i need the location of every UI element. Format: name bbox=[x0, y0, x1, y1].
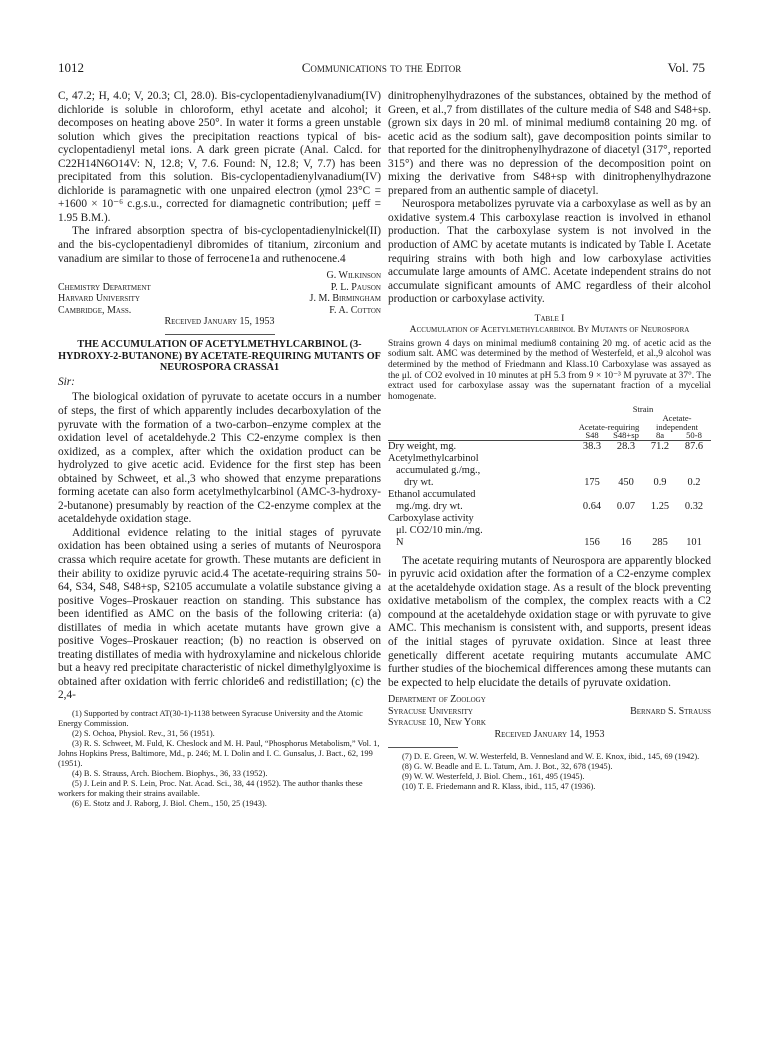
paragraph: Neurospora metabolizes pyruvate via a carboxylase as well as by an oxidative system.4 This carboxylase reaction is involved in ethanol production. That the carboxylase system is not involved in the production of AMC by acetate mutants is indicated by Table I. Acetate requiring strains with both high and low carboxylase activities accumulate large amounts of AMC. Acetate independent strains do not accumulate significant amounts of AMC regardless of their alcohol production or carboxylase activity. bbox=[388, 198, 711, 306]
footnotes bbox=[58, 709, 381, 809]
row-label: μl. CO2/10 min./mg. bbox=[396, 524, 483, 536]
table-header: Acetate-independent bbox=[656, 412, 698, 432]
table-cell: 71.2 bbox=[650, 440, 670, 452]
table-cell: 16 bbox=[620, 536, 632, 548]
table-cell: 0.2 bbox=[687, 476, 701, 488]
footnote-divider bbox=[388, 747, 458, 748]
signature-line: Cambridge, Mass. F. A. Cotton bbox=[58, 304, 381, 316]
footnote: (10) T. E. Friedemann and R. Klass, ibid., 115, 47 (1936). bbox=[402, 781, 596, 791]
table-cell: 156 bbox=[584, 536, 600, 548]
salutation: Sir: bbox=[58, 375, 75, 388]
footnote: (7) D. E. Green, W. W. Westerfeld, B. Vennesland and W. E. Knox, ibid., 145, 69 (1942). bbox=[402, 751, 700, 761]
section-divider bbox=[165, 334, 275, 335]
table-cell: 0.32 bbox=[684, 500, 704, 512]
table-cell: 0.07 bbox=[616, 500, 636, 512]
table-header: Acetate-requiring bbox=[578, 421, 640, 432]
table-cell bbox=[643, 489, 677, 501]
row-label: Carboxylase activity bbox=[388, 512, 474, 524]
volume-label: Vol. 75 bbox=[667, 60, 705, 75]
table-cell: 101 bbox=[686, 536, 702, 548]
footnote: (3) R. S. Schweet, M. Fuld, K. Cheslock and M. H. Paul, “Phosphorus Metabolism,” Vol. 1, Johns Hopkins Press, Baltimore, Md., p. 246; M. I. Dolin and I. C. Gunsalus, J. Bact., 62, 199 (1951). bbox=[58, 739, 380, 769]
table-cell bbox=[677, 489, 711, 501]
table-cell bbox=[575, 513, 609, 525]
signature-line: Syracuse University Bernard S. Strauss bbox=[388, 705, 711, 717]
table-header-row bbox=[388, 431, 711, 440]
table-cell: 1.25 bbox=[650, 500, 670, 512]
table-title: Accumulation of Acetylmethylcarbinol By Mutants of Neurospora bbox=[409, 324, 690, 336]
paragraph: Additional evidence relating to the initial stages of pyruvate oxidation has been obtained using a series of mutants of Neurospora crassa which require acetate for growth. These mutants are deficient in their ability to oxidize pyruvic acid.4 The acetate-requiring strains 50-64, S34, S48, S48+sp, S2105 accumulate a volatile substance giving a positive Voges–Proskauer reaction on standing. This substance has been identified as AMC on the basis of the following criteria: (a) distillates of media in which acetate mutants have grown give a positive Voges–Proskauer reaction; (b) no reaction is observed on treating distillates of media with hydroxylamine and nickelous chloride but a heavy red precipitate characteristic of nickel dimethylglyoxime is obtained after oxidation with ferric chloride6 and redistillation; (c) the 2,4- bbox=[58, 526, 381, 702]
row-label: mg./mg. dry wt. bbox=[396, 500, 463, 512]
signature-block bbox=[58, 270, 381, 328]
table-caption: Strains grown 4 days on minimal medium8 containing 20 mg. of acetic acid as the sodium salt. AMC was determined by the method of Westerfeld, et al.,9 alcohol was determined by the method of Friedmann and Klass.10 Carboxylase was assayed as the μl. of CO2 evolved in 10 minutes at pH 5.3 from 9 × 10⁻³ M pyruvate at 37°. The extract used for carboxylase assay was the supernatant fraction of a mycelial homogenate. bbox=[388, 338, 711, 402]
table-cell bbox=[643, 513, 677, 525]
page-number: 1012 bbox=[58, 60, 84, 75]
table-header: Strain bbox=[632, 404, 654, 415]
footnote: (8) G. W. Beadle and E. L. Tatum, Am. J. Bot., 32, 678 (1945). bbox=[402, 761, 613, 771]
table-cell bbox=[677, 525, 711, 537]
table-cell bbox=[643, 525, 677, 537]
received-date: Received January 15, 1953 bbox=[164, 316, 275, 328]
table-cell bbox=[609, 513, 643, 525]
article-title: THE ACCUMULATION OF ACETYLMETHYLCARBINOL (3-HYDROXY-2-BUTANONE) BY ACETATE-REQUIRING MUTANTS OF NEUROSPORA CRASSA1 bbox=[58, 339, 381, 374]
table-header: 8a bbox=[655, 430, 665, 441]
table-cell bbox=[609, 525, 643, 537]
table-cell bbox=[643, 465, 677, 477]
table-cell: 0.9 bbox=[653, 476, 667, 488]
row-label: accumulated g./mg., bbox=[396, 464, 481, 476]
paragraph: The acetate requiring mutants of Neurospora are apparently blocked in pyruvic acid oxidation after the formation of a C2-enzyme complex at the acetaldehyde oxidation stage. As a result of the block preventing oxidative metabolism of the complex, the complex reacts with a C2 compound at the acetaldehyde oxidation stage or with pyruvate to give AMC. This mechanism is consistent with, and supports, present ideas of the initial stages of pyruvate oxidation. Since at least three genetically different acetate requiring mutants accumulate AMC further studies of the biochemical differences among these mutants can be expected to help elucidate the details of pyruvate oxidation. bbox=[388, 554, 711, 689]
table-row bbox=[388, 525, 711, 537]
table-cell bbox=[609, 465, 643, 477]
table-header: S48 bbox=[585, 430, 599, 441]
table-cell bbox=[677, 465, 711, 477]
table-cell bbox=[643, 453, 677, 465]
table-row bbox=[388, 477, 711, 489]
table-cell bbox=[677, 513, 711, 525]
table-cell bbox=[575, 453, 609, 465]
table-cell: 175 bbox=[584, 476, 600, 488]
received-date: Received January 14, 1953 bbox=[494, 728, 605, 740]
footnote: (9) W. W. Westerfeld, J. Biol. Chem., 161, 495 (1945). bbox=[402, 771, 585, 781]
footnote: (5) J. Lein and P. S. Lein, Proc. Nat. Acad. Sci., 38, 44 (1952). The author thanks these workers for making their strains available. bbox=[58, 779, 363, 799]
row-label: Ethanol accumulated bbox=[388, 488, 476, 500]
table-row bbox=[388, 453, 711, 465]
row-label: dry wt. bbox=[404, 476, 434, 488]
table-row bbox=[388, 537, 711, 549]
signature-block bbox=[388, 694, 711, 741]
row-label: Acetylmethylcarbinol bbox=[388, 452, 479, 464]
table-header: 50-8 bbox=[686, 430, 702, 441]
table-label: Table I bbox=[534, 312, 565, 324]
table-cell bbox=[575, 525, 609, 537]
footnote: (1) Supported by contract AT(30-1)-1138 between Syracuse University and the Atomic Energy Commission. bbox=[58, 709, 363, 729]
table-cell bbox=[609, 453, 643, 465]
paragraph: C, 47.2; H, 4.0; V, 20.3; Cl, 28.0). Bis-cyclopentadienylvanadium(IV) dichloride is soluble in chloroform, ethyl acetate and alcohol; it decomposes on heating above 250°. In water it forms a green unstable solution which gives the precipitation reactions typical of bis-cyclopentadienyl metal ions. A dark green picrate (Anal. Calcd. for C22H14N6O14V: N, 12.8; V, 7.6. Found: N, 12.8; V, 7.7) has been precipitated from this solution. Bis-cyclopentadienylvanadium(IV) dichloride is paramagnetic with one unpaired electron (χmol 23°C = +1600 × 10⁻⁶ c.g.s.u., corrected for diamagnetic contribution; μeff = 1.95 B.M.). bbox=[58, 90, 381, 224]
table-row bbox=[388, 501, 711, 513]
running-title: Communications to the Editor bbox=[301, 60, 462, 75]
table-row bbox=[388, 465, 711, 477]
table-cell: 285 bbox=[652, 536, 668, 548]
signature-line: Chemistry Department P. L. Pauson bbox=[58, 281, 381, 293]
footnotes bbox=[388, 752, 711, 792]
paragraph: dinitrophenylhydrazones of the substances, obtained by the method of Green, et al.,7 from distillates of the culture media of S48 and S48+sp. (grown six days in 20 ml. of minimal medium8 containing 20 mg. of acetic acid as the sodium salt), gave decomposition points similar to that reported for the dinitrophenylhydrazone of diacetyl (317°, reported 315°) and there was no depression of the decomposition point on mixing the derivative from S48+sp with dinitrophenylhydrazone prepared from an authentic sample of diacetyl. bbox=[388, 90, 711, 197]
table-cell bbox=[609, 489, 643, 501]
table-cell bbox=[575, 465, 609, 477]
paragraph: The infrared absorption spectra of bis-cyclopentadienylnickel(II) and the bis-cyclopentadienyl dibromides of titanium, zirconium and vanadium are similar to those of ferrocene1a and ruthenocene.4 bbox=[58, 225, 381, 265]
signature-line: G. Wilkinson bbox=[326, 270, 381, 282]
table-cell: 28.3 bbox=[616, 440, 636, 452]
footnote: (6) E. Stotz and J. Raborg, J. Biol. Chem., 150, 25 (1943). bbox=[72, 799, 267, 809]
row-label: N bbox=[396, 536, 404, 548]
row-label: Dry weight, mg. bbox=[388, 440, 457, 452]
table-header-row bbox=[388, 414, 711, 431]
left-column bbox=[58, 90, 381, 809]
table-cell: 38.3 bbox=[582, 440, 602, 452]
paragraph: The biological oxidation of pyruvate to acetate occurs in a number of steps, the first of which apparently includes decarboxylation of the pyruvate with the formation of a two-carbon–enzyme complex at the oxidation level of acetaldehyde.2 This C2-enzyme complex is then oxidized, as a complex, after which the oxidation product can be hydrolyzed to give acetic acid. Evidence for the first step has been obtained by Schweet, et al.,3 who showed that enzyme preparations forming acetate can also form acetylmethylcarbinol (AMC-3-hydroxy-2-butanone) presumably by reaction of the C2-enzyme complex at the acetaldehyde oxidation stage. bbox=[58, 391, 381, 526]
table-cell: 0.64 bbox=[582, 500, 602, 512]
table-row bbox=[388, 489, 711, 501]
table-cell bbox=[677, 453, 711, 465]
signature-line: Harvard University J. M. Birmingham bbox=[58, 293, 381, 305]
table-row bbox=[388, 440, 711, 453]
right-column bbox=[388, 90, 711, 792]
signature-line: Department of Zoology bbox=[388, 694, 486, 706]
table-header: S48+sp bbox=[613, 430, 639, 441]
table-cell bbox=[575, 489, 609, 501]
footnote: (2) S. Ochoa, Physiol. Rev., 31, 56 (1951). bbox=[72, 729, 215, 739]
table-cell: 87.6 bbox=[684, 440, 704, 452]
footnote: (4) B. S. Strauss, Arch. Biochem. Biophys., 36, 33 (1952). bbox=[72, 769, 268, 779]
signature-line: Syracuse 10, New York bbox=[388, 717, 486, 729]
table-cell: 450 bbox=[618, 476, 634, 488]
data-table bbox=[388, 405, 711, 548]
table-row bbox=[388, 513, 711, 525]
